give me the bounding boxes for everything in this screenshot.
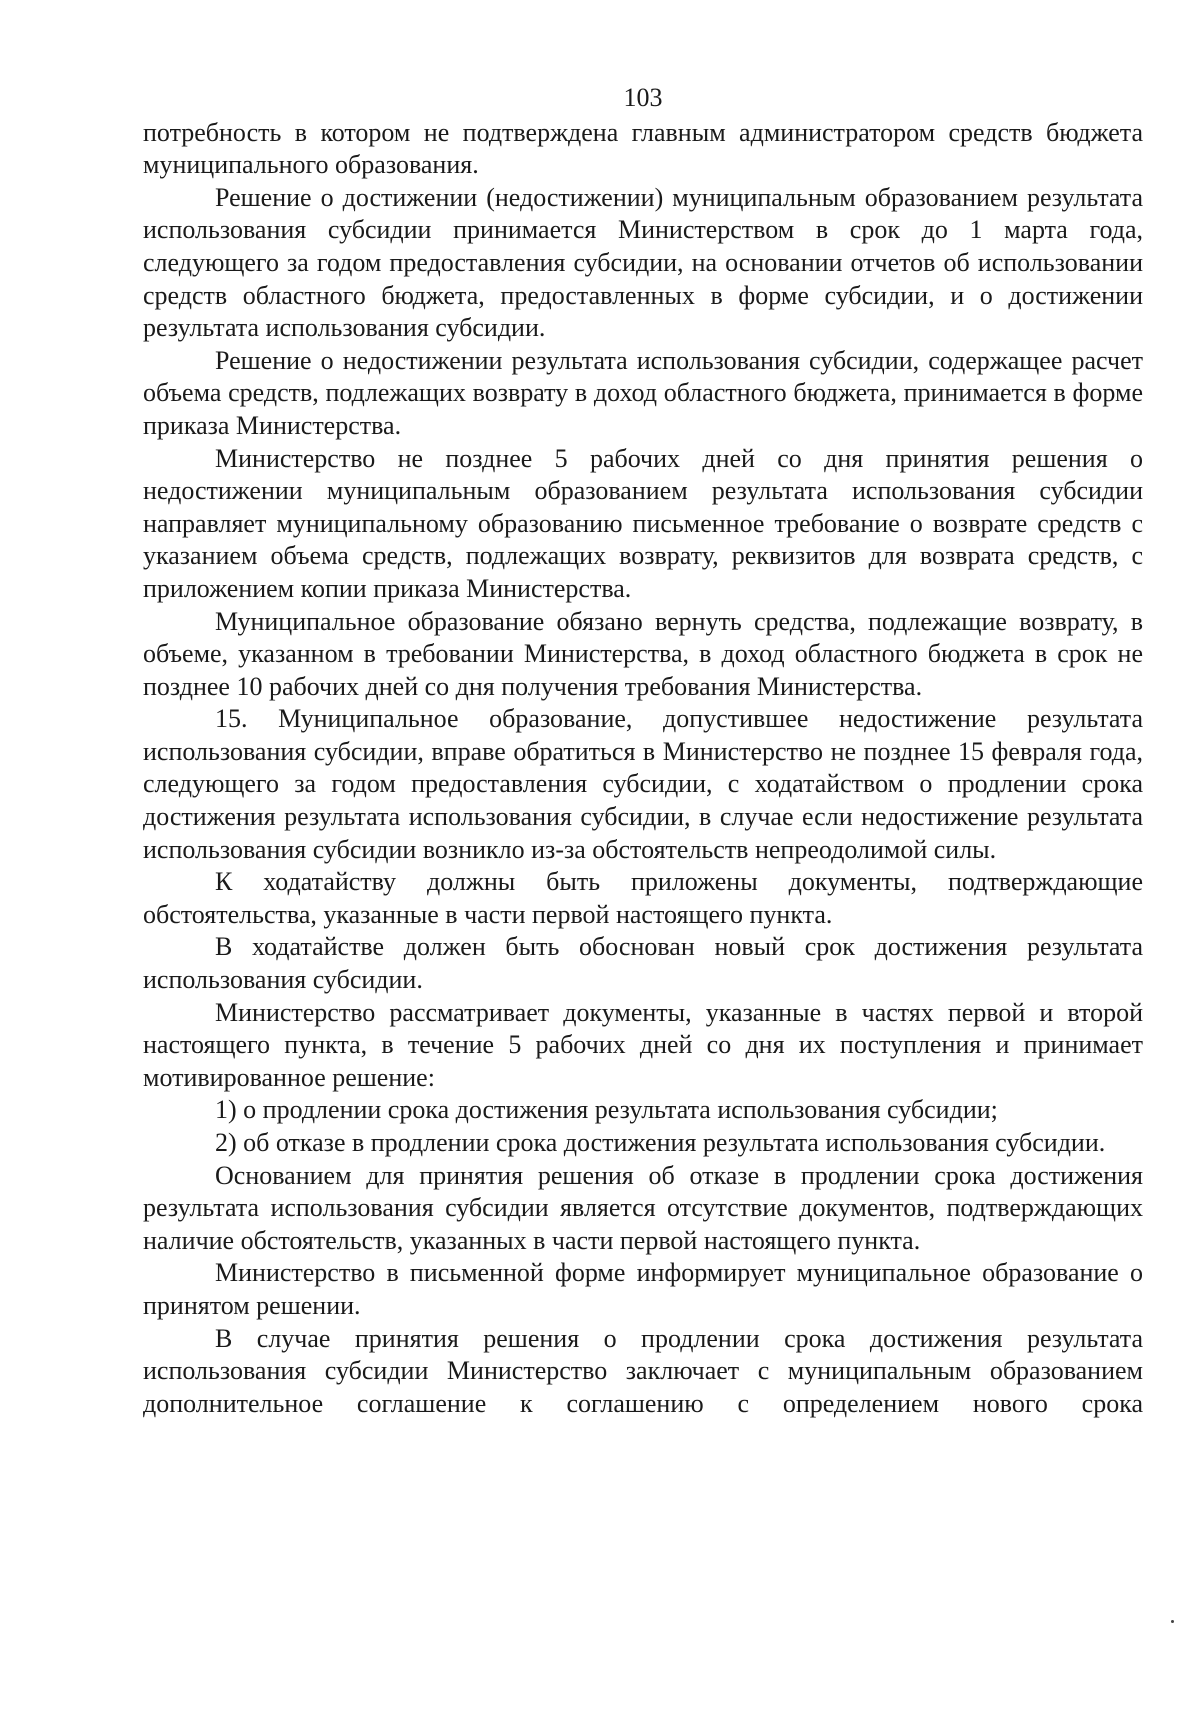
document-page xyxy=(143,82,1143,1420)
paragraph-return-obligation: Муниципальное образование обязано вернуть средства, подлежащие возврату, в объеме, указанном в требовании Министерства, в доход областного бюджета в срок не позднее 10 рабочих дней со дня получения требования Министерства. xyxy=(143,606,1143,701)
paragraph-extension-agreement: В случае принятия решения о продлении срока достижения результата использования субсидии Министерство заключает с муниципальным образованием дополнительное соглашение к соглашению с определением нового срока xyxy=(143,1323,1143,1418)
paragraph-ministry-requirement: Министерство не позднее 5 рабочих дней со дня принятия решения о недостижении муниципальным образованием результата использования субсидии направляет муниципальному образованию письменное требование о возврате средств с указанием объема средств, подлежащих возврату, реквизитов для возврата средств, с приложением копии приказа Министерства. xyxy=(143,443,1143,603)
paragraph-petition-new-term: В ходатайстве должен быть обоснован новый срок достижения результата использования субсидии. xyxy=(143,932,1143,995)
page-number: 103 xyxy=(623,83,663,112)
list-item-1: 1) о продлении срока достижения результата использования субсидии; xyxy=(215,1095,998,1125)
paragraph-ministry-informs: Министерство в письменной форме информирует муниципальное образование о принятом решении. xyxy=(143,1258,1143,1320)
scan-speck xyxy=(1171,1620,1174,1623)
list-item-2: 2) об отказе в продлении срока достижения результата использования субсидии. xyxy=(215,1128,1106,1157)
paragraph-item-15: 15. Муниципальное образование, допустившее недостижение результата использования субсидии, вправе обратиться в Министерство не позднее 15 февраля года, следующего за годом предоставления субсидии, с ходатайством о продлении срока достижения результата использования субсидии, в случае если недостижение результата использования субсидии возникло из-за обстоятельств непреодолимой силы. xyxy=(143,704,1143,864)
paragraph-petition-documents: К ходатайству должны быть приложены документы, подтверждающие обстоятельства, указанные в части первой настоящего пункта. xyxy=(143,867,1143,929)
paragraph-refusal-grounds: Основанием для принятия решения об отказе в продлении срока достижения результата использования субсидии является отсутствие документов, подтверждающих наличие обстоятельств, указанных в части первой настоящего пункта. xyxy=(143,1160,1143,1255)
paragraph-continuation: потребность в котором не подтверждена главным администратором средств бюджета муниципального образования. xyxy=(143,117,1143,180)
paragraph-ministry-review: Министерство рассматривает документы, указанные в частях первой и второй настоящего пункта, в течение 5 рабочих дней со дня их поступления и принимает мотивированное решение: xyxy=(143,997,1143,1092)
paragraph-decision-achievement: Решение о достижении (недостижении) муниципальным образованием результата использования субсидии принимается Министерством в срок до 1 марта года, следующего за годом предоставления субсидии, на основании отчетов об использовании средств областного бюджета, предоставленных в форме субсидии, и о достижении результата использования субсидии. xyxy=(143,182,1143,343)
paragraph-decision-non-achievement: Решение о недостижении результата использования субсидии, содержащее расчет объема средств, подлежащих возврату в доход областного бюджета, принимается в форме приказа Министерства. xyxy=(143,345,1143,440)
